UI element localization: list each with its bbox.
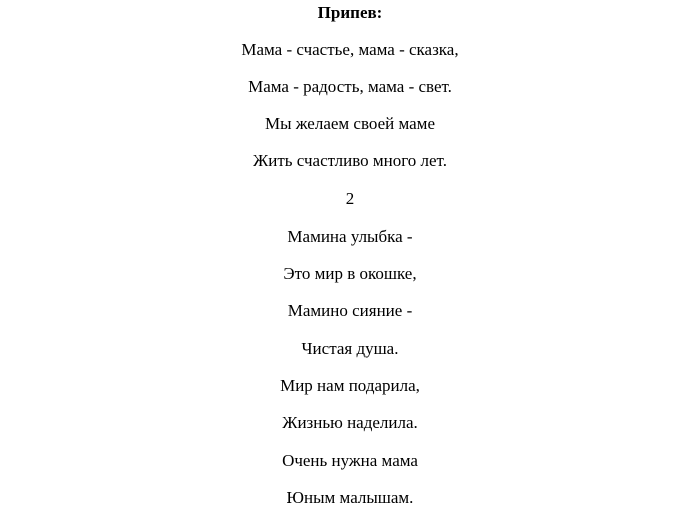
verse-line-1: Мамина улыбка - bbox=[287, 227, 413, 246]
verse-line-6: Жизнью наделила. bbox=[282, 413, 418, 432]
verse-number: 2 bbox=[345, 189, 355, 208]
chorus-line-2: Мама - радость, мама - свет. bbox=[248, 77, 452, 96]
chorus-line-4: Жить счастливо много лет. bbox=[253, 151, 447, 170]
chorus-heading: Припев: bbox=[317, 3, 383, 22]
chorus-line-1: Мама - счастье, мама - сказка, bbox=[241, 40, 459, 59]
verse-line-2: Это мир в окошке, bbox=[283, 264, 417, 283]
verse-line-4: Чистая душа. bbox=[301, 339, 399, 358]
verse-line-8: Юным малышам. bbox=[286, 488, 414, 507]
verse-line-5: Мир нам подарила, bbox=[280, 376, 420, 395]
verse-line-7: Очень нужна мама bbox=[282, 451, 418, 470]
chorus-line-3: Мы желаем своей маме bbox=[265, 114, 435, 133]
verse-line-3: Мамино сияние - bbox=[287, 301, 413, 320]
